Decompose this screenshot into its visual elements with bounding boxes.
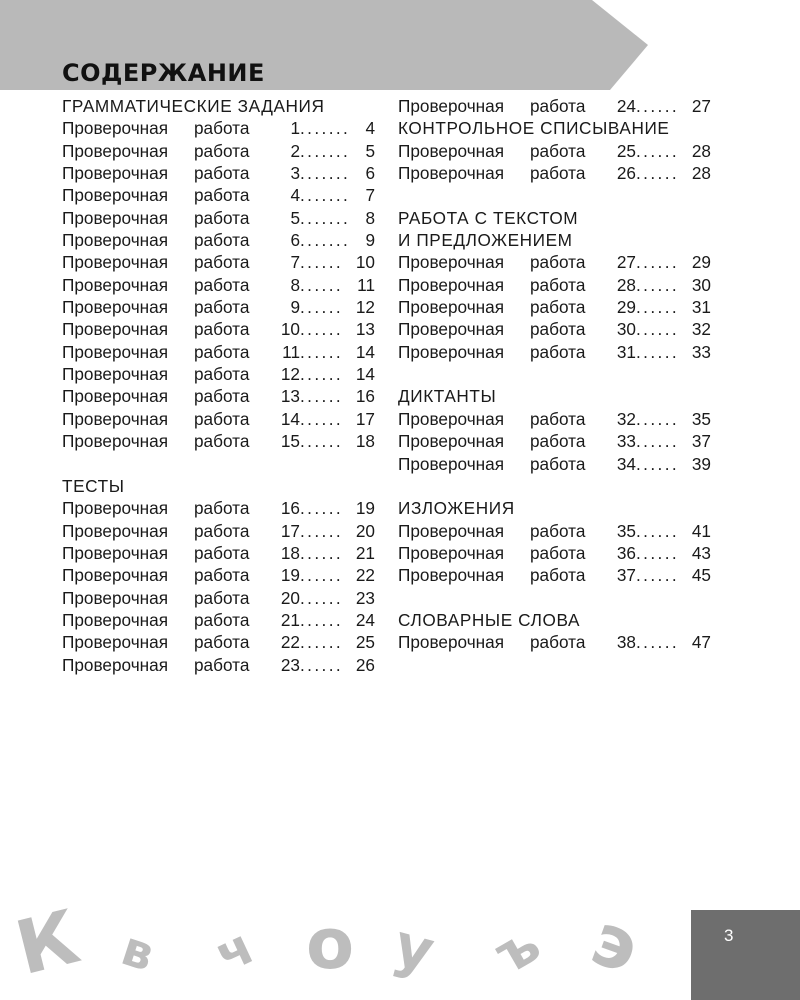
page-number: 3 (724, 926, 734, 945)
entry-word-1: Проверочная (62, 274, 169, 295)
entry-word-1: Проверочная (62, 140, 169, 161)
entry-leader-dots: ...... (636, 96, 680, 116)
entry-word-1: Проверочная (62, 185, 169, 206)
decorative-letter: у (387, 910, 442, 986)
entry-leader-dots: ...... (636, 297, 680, 318)
entry-word-1: Проверочная (398, 632, 505, 653)
entry-page: 20 (355, 520, 375, 541)
entry-word-2: работа (530, 163, 586, 184)
entry-leader-dots: ....... (300, 118, 351, 139)
toc-entry[interactable] (398, 408, 713, 430)
entry-number: 35 (616, 520, 636, 541)
entry-leader-dots: ...... (636, 453, 680, 474)
toc-entry[interactable] (62, 318, 377, 340)
entry-page: 41 (691, 520, 711, 541)
entry-word-2: работа (530, 453, 586, 474)
entry-word-2: работа (194, 654, 250, 675)
entry-word-1: Проверочная (62, 654, 169, 675)
toc-entry[interactable] (62, 162, 377, 184)
entry-leader-dots: ...... (300, 297, 344, 318)
entry-word-2: работа (194, 297, 250, 318)
toc-entry[interactable] (62, 341, 377, 363)
toc-entry[interactable] (62, 497, 377, 519)
entry-word-2: работа (194, 118, 250, 139)
toc-column-left (62, 95, 377, 676)
entry-page: 37 (691, 431, 711, 452)
entry-page: 33 (691, 341, 711, 362)
toc-entry[interactable] (398, 162, 713, 184)
entry-number: 25 (616, 140, 636, 161)
section-heading: ТЕСТЫ (62, 475, 125, 496)
entry-page: 14 (355, 341, 375, 362)
toc-entry[interactable] (398, 520, 713, 542)
toc-entry[interactable] (62, 408, 377, 430)
entry-leader-dots: ...... (636, 163, 680, 184)
entry-page: 31 (691, 297, 711, 318)
entry-word-2: работа (194, 341, 250, 362)
entry-word-1: Проверочная (62, 207, 169, 228)
entry-word-2: работа (194, 408, 250, 429)
toc-entry[interactable] (62, 654, 377, 676)
entry-word-2: работа (194, 364, 250, 385)
toc-entry[interactable] (398, 341, 713, 363)
entry-word-1: Проверочная (398, 431, 505, 452)
toc-entry[interactable] (62, 296, 377, 318)
entry-word-2: работа (530, 542, 586, 563)
entry-leader-dots: ...... (300, 609, 344, 630)
entry-word-1: Проверочная (398, 163, 505, 184)
toc-entry[interactable] (62, 207, 377, 229)
entry-word-1: Проверочная (398, 520, 505, 541)
section-heading: ИЗЛОЖЕНИЯ (398, 498, 515, 519)
entry-page: 18 (355, 431, 375, 452)
entry-page: 35 (691, 408, 711, 429)
entry-number: 8 (290, 274, 300, 295)
entry-number: 17 (280, 520, 300, 541)
toc-entry[interactable] (62, 117, 377, 139)
entry-word-1: Проверочная (62, 609, 169, 630)
entry-word-2: работа (530, 565, 586, 586)
entry-page: 6 (365, 163, 375, 184)
toc-entry[interactable] (398, 564, 713, 586)
entry-number: 11 (282, 341, 300, 362)
entry-leader-dots: ...... (636, 274, 680, 295)
entry-leader-dots: ....... (300, 185, 351, 206)
entry-word-1: Проверочная (62, 565, 169, 586)
toc-entry[interactable] (62, 274, 377, 296)
entry-page: 28 (691, 163, 711, 184)
entry-page: 25 (355, 632, 375, 653)
entry-leader-dots: ...... (636, 431, 680, 452)
entry-leader-dots: ...... (300, 431, 344, 452)
entry-page: 30 (691, 274, 711, 295)
entry-word-1: Проверочная (398, 96, 505, 116)
section-gap (398, 363, 713, 385)
page-number-box (691, 910, 800, 1000)
entry-word-2: работа (194, 386, 250, 407)
decorative-letters (0, 890, 690, 1000)
entry-number: 14 (280, 408, 300, 429)
entry-word-2: работа (194, 587, 250, 608)
entry-page: 8 (365, 207, 375, 228)
section-heading: РАБОТА С ТЕКСТОМ (398, 207, 579, 228)
toc-entry[interactable] (62, 542, 377, 564)
entry-number: 28 (616, 274, 636, 295)
entry-word-2: работа (194, 319, 250, 340)
entry-number: 5 (290, 207, 300, 228)
entry-leader-dots: ...... (636, 319, 680, 340)
entry-word-2: работа (194, 207, 250, 228)
decorative-letter: э (581, 896, 651, 990)
section-heading: ДИКТАНТЫ (398, 386, 497, 407)
entry-leader-dots: ...... (300, 498, 344, 519)
entry-page: 4 (365, 118, 375, 139)
section-gap (398, 587, 713, 609)
entry-word-2: работа (194, 252, 250, 273)
entry-leader-dots: ....... (300, 207, 351, 228)
entry-page: 13 (355, 319, 375, 340)
entry-word-2: работа (530, 520, 586, 541)
entry-number: 20 (280, 587, 300, 608)
entry-word-2: работа (194, 520, 250, 541)
entry-word-2: работа (194, 140, 250, 161)
entry-word-2: работа (194, 498, 250, 519)
entry-leader-dots: ...... (300, 565, 344, 586)
entry-number: 31 (616, 341, 636, 362)
toc-entry[interactable] (62, 229, 377, 251)
decorative-letter: ъ (483, 911, 551, 987)
entry-page: 28 (691, 140, 711, 161)
entry-word-1: Проверочная (62, 252, 169, 273)
toc-entry[interactable] (398, 430, 713, 452)
toc-entry[interactable] (398, 274, 713, 296)
entry-number: 30 (616, 319, 636, 340)
entry-word-1: Проверочная (62, 364, 169, 385)
entry-page: 17 (355, 408, 375, 429)
entry-word-2: работа (530, 252, 586, 273)
entry-page: 26 (355, 654, 375, 675)
entry-page: 27 (691, 96, 711, 116)
toc-entry[interactable] (62, 520, 377, 542)
decorative-letter: К (7, 894, 88, 993)
toc-entry[interactable] (398, 95, 713, 117)
entry-word-1: Проверочная (62, 341, 169, 362)
toc-entry[interactable] (62, 430, 377, 452)
entry-word-1: Проверочная (398, 565, 505, 586)
entry-word-2: работа (194, 609, 250, 630)
section-heading: ГРАММАТИЧЕСКИЕ ЗАДАНИЯ (62, 96, 325, 116)
entry-page: 19 (355, 498, 375, 519)
toc-entry[interactable] (62, 385, 377, 407)
entry-number: 12 (280, 364, 300, 385)
entry-page: 5 (365, 140, 375, 161)
entry-leader-dots: ...... (636, 565, 680, 586)
entry-number: 36 (616, 542, 636, 563)
entry-number: 10 (280, 319, 300, 340)
toc-entry[interactable] (398, 631, 713, 653)
section-heading: КОНТРОЛЬНОЕ СПИСЫВАНИЕ (398, 118, 670, 139)
entry-number: 24 (616, 96, 636, 116)
entry-word-1: Проверочная (398, 274, 505, 295)
section-heading: И ПРЕДЛОЖЕНИЕМ (398, 230, 573, 251)
entry-number: 37 (616, 565, 636, 586)
entry-word-1: Проверочная (398, 140, 505, 161)
entry-word-1: Проверочная (62, 163, 169, 184)
entry-leader-dots: ...... (300, 386, 344, 407)
section-gap (62, 453, 377, 475)
entry-word-2: работа (194, 185, 250, 206)
entry-number: 18 (280, 542, 300, 563)
entry-number: 32 (616, 408, 636, 429)
toc-entry[interactable] (398, 453, 713, 475)
toc-entry[interactable] (398, 542, 713, 564)
entry-page: 11 (357, 274, 375, 295)
entry-number: 7 (290, 252, 300, 273)
entry-page: 22 (355, 565, 375, 586)
entry-leader-dots: ...... (300, 319, 344, 340)
entry-word-2: работа (194, 431, 250, 452)
entry-leader-dots: ...... (300, 341, 344, 362)
entry-word-2: работа (530, 140, 586, 161)
entry-leader-dots: ...... (636, 140, 680, 161)
entry-number: 16 (280, 498, 300, 519)
decorative-letter: в (114, 920, 161, 983)
entry-leader-dots: ...... (300, 542, 344, 563)
entry-number: 6 (290, 230, 300, 251)
entry-word-2: работа (530, 96, 586, 116)
entry-word-2: работа (194, 565, 250, 586)
entry-number: 34 (616, 453, 636, 474)
entry-word-1: Проверочная (398, 542, 505, 563)
toc-entry[interactable] (398, 318, 713, 340)
entry-number: 19 (280, 565, 300, 586)
entry-word-2: работа (194, 542, 250, 563)
entry-number: 29 (616, 297, 636, 318)
entry-leader-dots: ...... (300, 520, 344, 541)
entry-word-1: Проверочная (62, 118, 169, 139)
entry-page: 43 (691, 542, 711, 563)
entry-number: 9 (290, 297, 300, 318)
entry-word-2: работа (530, 341, 586, 362)
entry-word-1: Проверочная (398, 341, 505, 362)
entry-word-1: Проверочная (62, 386, 169, 407)
entry-word-2: работа (530, 632, 586, 653)
section-heading: СЛОВАРНЫЕ СЛОВА (398, 609, 581, 630)
entry-word-2: работа (194, 230, 250, 251)
entry-word-1: Проверочная (62, 498, 169, 519)
entry-page: 7 (365, 185, 375, 206)
toc-entry[interactable] (62, 251, 377, 273)
entry-word-1: Проверочная (62, 408, 169, 429)
entry-page: 23 (355, 587, 375, 608)
entry-number: 27 (616, 252, 636, 273)
entry-word-2: работа (530, 319, 586, 340)
entry-page: 45 (691, 565, 711, 586)
toc-entry[interactable] (62, 564, 377, 586)
entry-word-2: работа (194, 163, 250, 184)
entry-word-2: работа (530, 297, 586, 318)
toc-entry[interactable] (62, 140, 377, 162)
page-title: СОДЕРЖАНИЕ (62, 59, 265, 87)
toc-entry[interactable] (62, 609, 377, 631)
entry-word-1: Проверочная (398, 408, 505, 429)
entry-number: 15 (280, 431, 300, 452)
entry-number: 23 (280, 654, 300, 675)
entry-word-1: Проверочная (398, 319, 505, 340)
entry-word-2: работа (530, 408, 586, 429)
entry-leader-dots: ...... (636, 632, 680, 653)
entry-word-1: Проверочная (398, 252, 505, 273)
entry-number: 13 (280, 386, 300, 407)
entry-page: 29 (691, 252, 711, 273)
entry-leader-dots: ....... (300, 163, 351, 184)
section-gap (398, 184, 713, 206)
entry-number: 2 (290, 140, 300, 161)
entry-leader-dots: ...... (636, 252, 680, 273)
entry-word-1: Проверочная (62, 520, 169, 541)
entry-leader-dots: ....... (300, 140, 351, 161)
entry-page: 14 (355, 364, 375, 385)
entry-number: 4 (290, 185, 300, 206)
toc-entry[interactable] (62, 184, 377, 206)
entry-number: 38 (616, 632, 636, 653)
entry-page: 32 (691, 319, 711, 340)
entry-number: 1 (290, 118, 300, 139)
entry-word-1: Проверочная (62, 587, 169, 608)
entry-leader-dots: ...... (300, 654, 344, 675)
entry-word-2: работа (194, 632, 250, 653)
entry-word-1: Проверочная (398, 453, 505, 474)
entry-leader-dots: ...... (300, 274, 344, 295)
entry-word-1: Проверочная (62, 632, 169, 653)
entry-leader-dots: ...... (636, 408, 680, 429)
entry-word-1: Проверочная (62, 431, 169, 452)
entry-word-1: Проверочная (62, 297, 169, 318)
toc-entry[interactable] (62, 631, 377, 653)
entry-word-2: работа (530, 274, 586, 295)
entry-number: 33 (616, 431, 636, 452)
entry-page: 21 (355, 542, 375, 563)
entry-leader-dots: ...... (300, 252, 344, 273)
entry-word-1: Проверочная (62, 542, 169, 563)
entry-leader-dots: ...... (300, 587, 344, 608)
entry-number: 3 (290, 163, 300, 184)
entry-page: 24 (355, 609, 375, 630)
toc-entry[interactable] (62, 363, 377, 385)
section-gap (398, 475, 713, 497)
decorative-letter: о (305, 903, 355, 985)
decorative-letter: ч (206, 916, 263, 984)
entry-page: 47 (691, 632, 711, 653)
entry-leader-dots: ...... (636, 542, 680, 563)
toc-entry[interactable] (62, 587, 377, 609)
toc-column-right (398, 95, 713, 654)
entry-leader-dots: ...... (636, 341, 680, 362)
entry-word-1: Проверочная (62, 230, 169, 251)
entry-page: 10 (355, 252, 375, 273)
entry-number: 22 (280, 632, 300, 653)
entry-word-2: работа (530, 431, 586, 452)
entry-leader-dots: ...... (300, 364, 344, 385)
entry-leader-dots: ...... (300, 632, 344, 653)
entry-word-1: Проверочная (62, 319, 169, 340)
entry-page: 12 (355, 297, 375, 318)
toc-entry[interactable] (398, 296, 713, 318)
entry-leader-dots: ...... (636, 520, 680, 541)
entry-word-1: Проверочная (398, 297, 505, 318)
entry-leader-dots: ....... (300, 230, 351, 251)
toc-entry[interactable] (398, 140, 713, 162)
entry-word-2: работа (194, 274, 250, 295)
entry-page: 39 (691, 453, 711, 474)
entry-number: 26 (616, 163, 636, 184)
entry-page: 9 (365, 230, 375, 251)
entry-number: 21 (280, 609, 300, 630)
entry-page: 16 (355, 386, 375, 407)
entry-leader-dots: ...... (300, 408, 344, 429)
toc-entry[interactable] (398, 251, 713, 273)
